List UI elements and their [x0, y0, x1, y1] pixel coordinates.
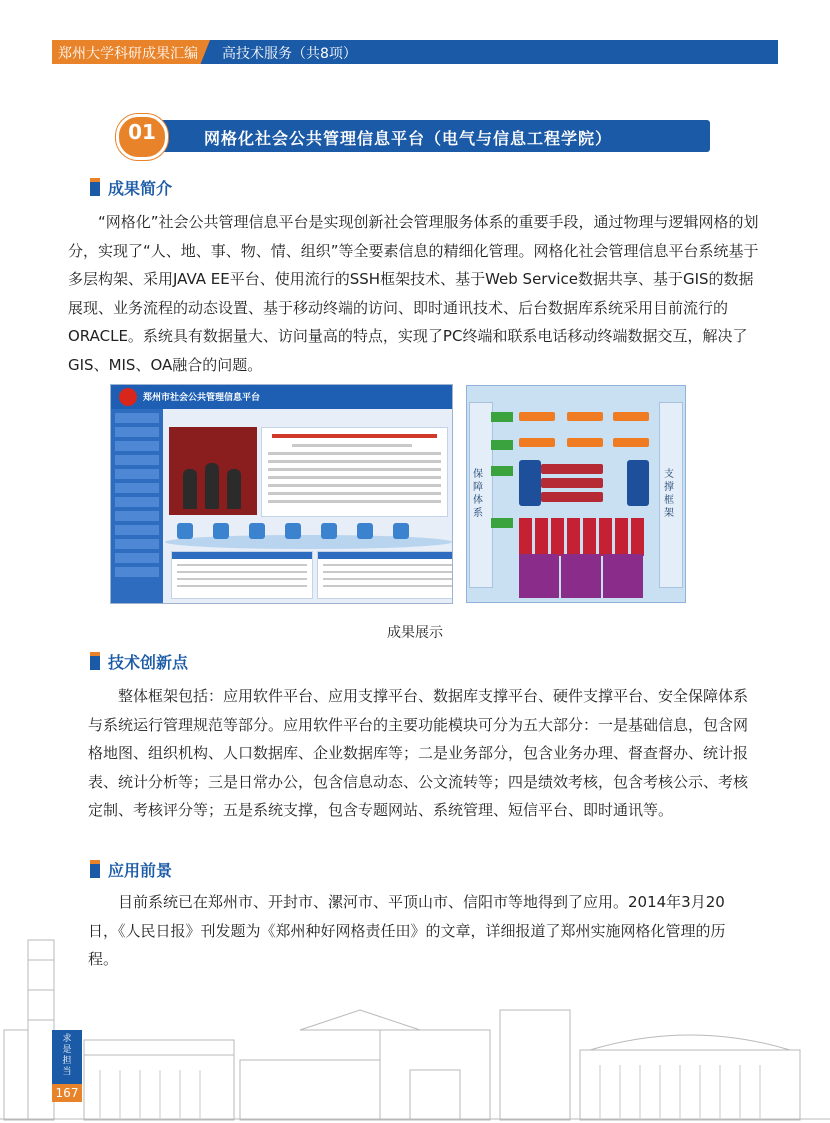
section-marker-icon	[90, 656, 100, 670]
item-number: 01	[128, 120, 156, 144]
architecture-diagram	[466, 385, 686, 603]
support-framework-label: 支撑框架	[664, 469, 674, 519]
screenshot-title: 郑州市社会公共管理信息平台	[143, 393, 261, 403]
news-photo	[169, 427, 257, 515]
page-number: 167	[55, 1086, 79, 1100]
section-heading-prospect: 应用前景	[108, 861, 173, 880]
screenshot-sidebar	[111, 409, 163, 603]
section-marker-icon	[90, 182, 100, 196]
figure-caption: 成果展示	[387, 625, 443, 641]
module-icons	[167, 519, 447, 543]
header-category: 高技术服务（共8项）	[222, 46, 357, 62]
item-title: 网格化社会公共管理信息平台（电气与信息工程学院）	[204, 129, 613, 148]
news-list	[261, 427, 448, 517]
intro-paragraph: “网格化”社会公共管理信息平台是实现创新社会管理服务体系的重要手段，通过物理与逻辑网格的划分，实现了“人、地、事、物、情、组织”等全要素信息的精细化管理。网格化社会管理信息平台系统基于多层构架、采用JAVA EE平台、使用流行的SSH框架技术、基于Web Service数据共享、基于GIS的数据展现、业务流程的动态设置、基于移动终端的访问、即时通讯技术、后台数据库系统采用目前流行的ORACLE。系统具有数据量大、访问量高的特点，实现了PC终端和联系电话移动终端数据交互，解决了GIS、MIS、OA融合的问题。	[68, 213, 759, 374]
prospect-paragraph: 目前系统已在郑州市、开封市、漯河市、平顶山市、信阳市等地得到了应用。2014年3月20日，《人民日报》刊发题为《郑州种好网格责任田》的文章，详细报道了郑州实施网格化管理的历程。	[88, 893, 726, 968]
innovation-paragraph: 整体框架包括：应用软件平台、应用支撑平台、数据库支撑平台、硬件支撑平台、安全保障体系与系统运行管理规范等部分。应用软件平台的主要功能模块可分为五大部分：一是基础信息，包含网格地图、组织机构、人口数据库、企业数据库等；二是业务部分，包含业务办理、督查督办、统计报表、统计分析等；三是日常办公，包含信息动态、公文流转等；四是绩效考核，包含考核公示、考核定制、考核评分等；五是系统支撑，包含专题网站、系统管理、短信平台、即时通讯等。	[88, 687, 749, 819]
work-panel-left	[171, 551, 313, 599]
header-collection-title: 郑州大学科研成果汇编	[58, 46, 198, 62]
section-marker-icon	[90, 864, 100, 878]
campus-line-drawing	[0, 930, 830, 1123]
section-heading-innovation: 技术创新点	[108, 653, 189, 672]
platform-screenshot	[110, 384, 453, 604]
security-system-label: 保障体系	[473, 469, 483, 519]
section-heading-intro: 成果简介	[108, 179, 173, 198]
work-panel-right	[317, 551, 453, 599]
motto-vertical-text: 求是担当	[62, 1034, 72, 1077]
emblem-icon	[119, 388, 137, 406]
